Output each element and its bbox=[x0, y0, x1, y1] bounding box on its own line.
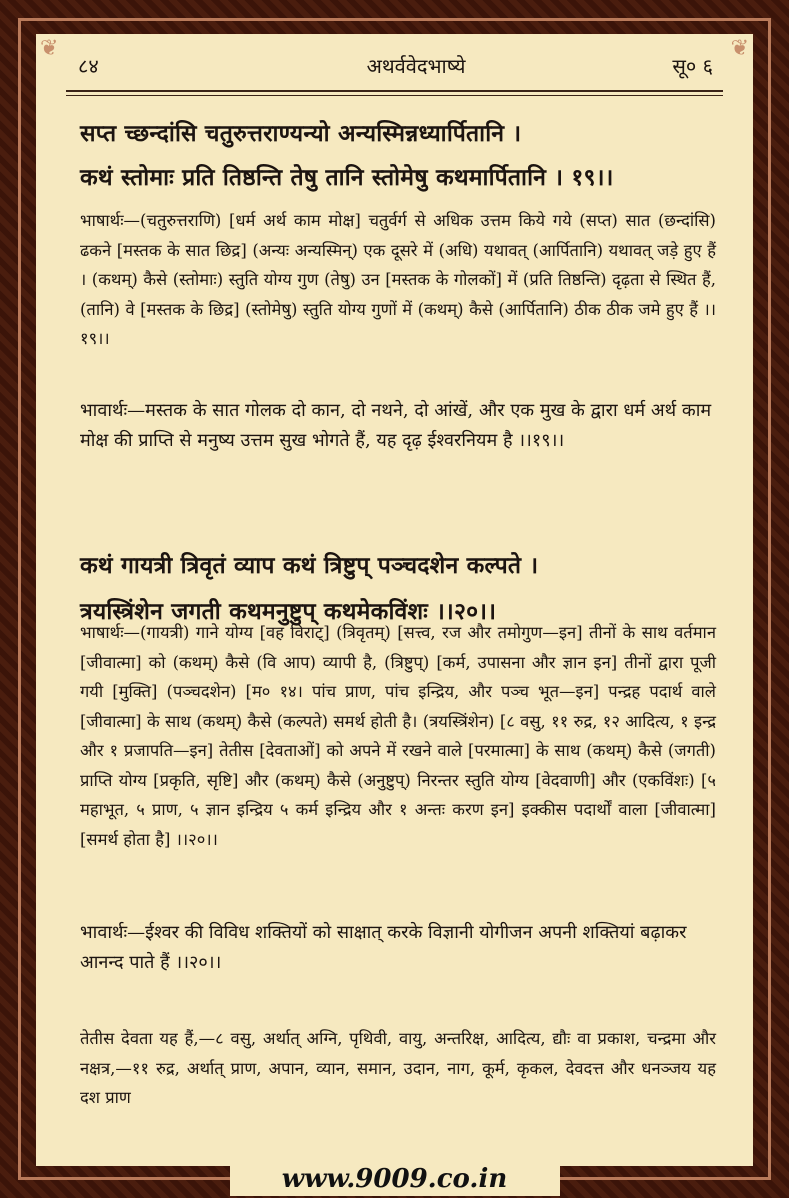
corner-ornament-icon: ❦ bbox=[730, 36, 749, 61]
scanned-page bbox=[36, 34, 753, 1166]
header-rule bbox=[66, 90, 723, 96]
book-title: अथर्ववेदभाष्ये bbox=[366, 54, 466, 78]
verse-line: कथं स्तोमाः प्रति तिष्ठन्ति तेषु तानि स्तोमेषु कथमार्पितानि । १९।। bbox=[80, 164, 614, 191]
sukta-number: सू० ६ bbox=[672, 54, 713, 78]
summary-paragraph: भावार्थः—ईश्वर की विविध शक्तियों को साक्षात् करके विज्ञानी योगीजन अपनी शक्तियां बढ़ाकर आनन्द पाते हैं ।।२०।। bbox=[80, 922, 687, 973]
website-url[interactable]: www.9009.co.in bbox=[281, 1164, 508, 1194]
verse-line: कथं गायत्री त्रिवृतं व्याप कथं त्रिष्टुप् पञ्चदशेन कल्पते । bbox=[80, 552, 539, 579]
summary-paragraph: भावार्थः—मस्तक के सात गोलक दो कान, दो नथने, दो आंखें, और एक मुख के द्वारा धर्म अर्थ काम मोक्ष की प्राप्ति से मनुष्य उत्तम सुख भोगते हैं, यह दृढ़ ईश्वरनियम है ।।१९।। bbox=[80, 400, 712, 451]
page-number: ८४ bbox=[78, 54, 99, 78]
note-paragraph: तेतीस देवता यह हैं,—८ वसु, अर्थात् अग्नि, पृथिवी, वायु, अन्तरिक्ष, आदित्य, द्यौः वा प्रकाश, चन्द्रमा और नक्षत्र,—११ रुद्र, अर्थात् प्राण, अपान, व्यान, समान, उदान, नाग, कूर्म, कृकल, देवदत्त और धनञ्जय यह दश प्राण bbox=[80, 1029, 716, 1107]
verse-line: सप्त च्छन्दांसि चतुरुत्तराण्यन्यो अन्यस्मिन्नध्यार्पितानि । bbox=[80, 120, 522, 147]
commentary-paragraph: भाषार्थः—(गायत्री) गाने योग्य [वह विराट्] (त्रिवृतम्) [सत्त्व, रज और तमोगुण—इन] तीनों के साथ वर्तमान [जीवात्मा] को (कथम्) कैसे (वि आप) व्यापी है, (त्रिष्टुप्) [कर्म, उपासना और ज्ञान इन] तीनों द्वारा पूजी गयी [मुक्ति] (पञ्चदशेन) [म० १४। पांच प्राण, पांच इन्द्रिय, और पञ्च भूत—इन] पन्द्रह पदार्थ वाले [जीवात्मा] के साथ (कथम्) कैसे (कल्पते) समर्थ होती है। (त्रयस्त्रिंशेन) [८ वसु, ११ रुद्र, १२ आदित्य, १ इन्द्र और १ प्रजापति—इन] तेतीस [देवताओं] को अपने में रखने वाले [परमात्मा] के साथ (कथम्) कैसे (जगती) प्राप्ति योग्य [प्रकृति, सृष्टि] और (कथम्) कैसे (अनुष्टुप्) निरन्तर स्तुति योग्य [वेदवाणी] और (एकविंशः) [५ महाभूत, ५ प्राण, ५ ज्ञान इन्द्रिय ५ कर्म इन्द्रिय और १ अन्तः करण इन] इक्कीस पदार्थों वाला [जीवात्मा] [समर्थ होता है] ।।२०।। bbox=[80, 623, 716, 849]
commentary-paragraph: भाषार्थः—(चतुरुत्तराणि) [धर्म अर्थ काम मोक्ष] चतुर्वर्ग से अधिक उत्तम किये गये (सप्त) सात (छन्दांसि) ढकने [मस्तक के सात छिद्र] (अन्यः अन्यस्मिन्) एक दूसरे में (अधि) यथावत् (आर्पितानि) यथावत् जड़े हुए हैं । (कथम्) कैसे (स्तोमाः) स्तुति योग्य गुण (तेषु) उन [मस्तक के गोलकों] में (प्रति तिष्ठन्ति) दृढ़ता से स्थित हैं, (तानि) वे [मस्तक के छिद्र] (स्तोमेषु) स्तुति योग्य गुणों में (कथम्) कैसे (आर्पितानि) ठीक ठीक जमे हुए हैं ।।१९।। bbox=[80, 211, 716, 348]
corner-ornament-icon: ❦ bbox=[40, 36, 59, 61]
verse-line: त्रयस्त्रिंशेन जगती कथमनुष्टुप् कथमेकविंशः ।।२०।। bbox=[80, 598, 497, 625]
page-header bbox=[36, 42, 753, 82]
